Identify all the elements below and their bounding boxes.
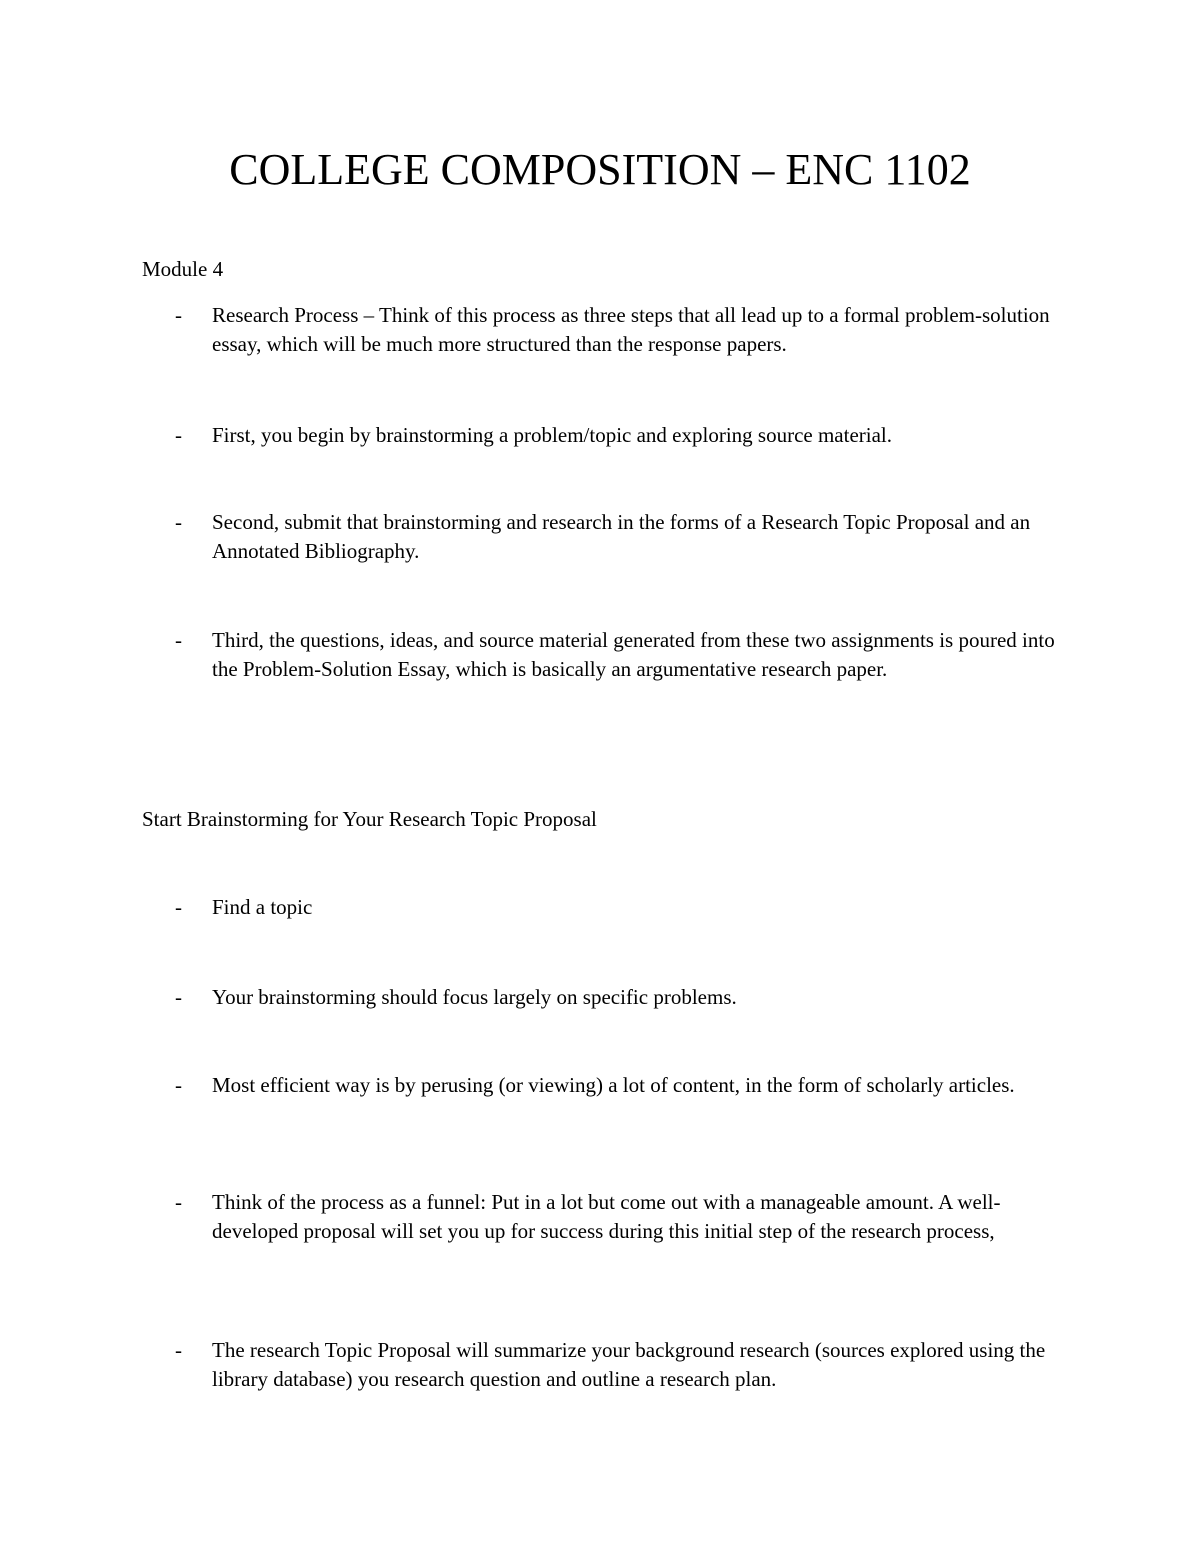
list-item [142, 626, 1072, 684]
list-item-text: Research Process – Think of this process as three steps that all lead up to a formal problem-solution essay, which will be much more structured than the response papers. [212, 303, 1050, 356]
list-item [142, 1336, 1072, 1394]
list-item-text: Most efficient way is by perusing (or viewing) a lot of content, in the form of scholarly articles. [212, 1073, 1015, 1097]
list-item [142, 1188, 1072, 1246]
list-item-text: Think of the process as a funnel: Put in a lot but come out with a manageable amount. A well-developed proposal will set you up for success during this initial step of the research process, [212, 1190, 1001, 1243]
bullet-dash: - [175, 985, 182, 1009]
list-item [142, 1071, 1072, 1100]
section-heading-module-4: Module 4 [142, 257, 224, 281]
list-item [142, 421, 1072, 450]
list-item-text: First, you begin by brainstorming a problem/topic and exploring source material. [212, 423, 893, 447]
list-item-text: Second, submit that brainstorming and research in the forms of a Research Topic Proposal and an Annotated Bibliography. [212, 510, 1031, 563]
bullet-dash: - [175, 895, 182, 919]
list-item [142, 301, 1072, 359]
list-item [142, 508, 1072, 566]
list-item-text: Your brainstorming should focus largely on specific problems. [212, 985, 737, 1009]
section-heading-brainstorming: Start Brainstorming for Your Research Topic Proposal [142, 807, 597, 831]
bullet-dash: - [175, 1073, 182, 1097]
bullet-dash: - [175, 1190, 182, 1214]
document-title: COLLEGE COMPOSITION – ENC 1102 [229, 145, 971, 194]
list-item [142, 983, 1072, 1012]
bullet-dash: - [175, 303, 182, 327]
list-item-text: Third, the questions, ideas, and source material generated from these two assignments is poured into the Problem-Solution Essay, which is basically an argumentative research paper. [212, 628, 1055, 681]
bullet-dash: - [175, 628, 182, 652]
bullet-dash: - [175, 510, 182, 534]
list-item-text: The research Topic Proposal will summarize your background research (sources explored using the library database) you research question and outline a research plan. [212, 1338, 1046, 1391]
list-item [142, 893, 1072, 922]
bullet-dash: - [175, 1338, 182, 1362]
list-item-text: Find a topic [212, 895, 313, 919]
bullet-dash: - [175, 423, 182, 447]
